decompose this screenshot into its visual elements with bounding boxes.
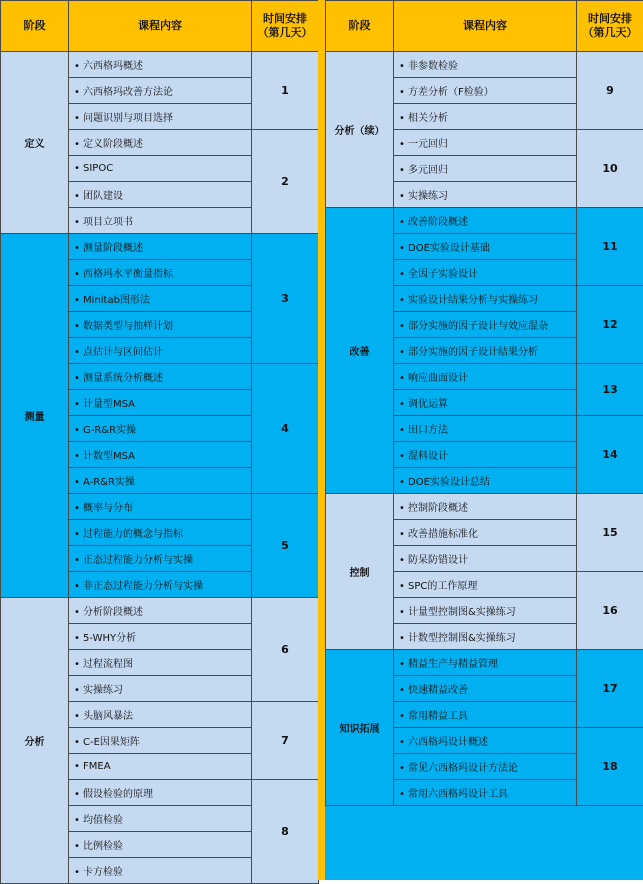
blank-filler [325, 806, 643, 880]
day-number: 7 [252, 702, 319, 780]
course-item [69, 754, 252, 780]
header-schedule-line2: （第几天） [577, 26, 643, 40]
course-item-text: 部分实施的因子设计与效应混杂 [408, 321, 548, 332]
course-item-text: SIPOC [83, 163, 113, 174]
stage-cell: 控制 [326, 494, 394, 650]
bullet-icon: • [396, 607, 408, 618]
course-item-text: DOE实验设计基础 [408, 243, 490, 254]
bullet-icon: • [396, 555, 408, 566]
course-item [394, 156, 577, 182]
course-item [394, 728, 577, 754]
course-item [69, 728, 252, 754]
course-item [394, 598, 577, 624]
table-row [1, 598, 319, 624]
right-schedule-table [325, 0, 643, 806]
bullet-icon: • [396, 425, 408, 436]
day-number: 18 [577, 728, 643, 806]
bullet-icon: • [71, 217, 83, 228]
course-item-text: 数据类型与抽样计划 [83, 321, 173, 332]
bullet-icon: • [71, 451, 83, 462]
bullet-icon: • [396, 61, 408, 72]
course-item [394, 546, 577, 572]
day-number: 11 [577, 208, 643, 286]
bullet-icon: • [396, 295, 408, 306]
course-item [394, 390, 577, 416]
course-item-text: 六西格玛设计概述 [408, 737, 488, 748]
bullet-icon: • [396, 87, 408, 98]
header-schedule-line1: 时间安排 [252, 12, 318, 26]
header-stage: 阶段 [1, 1, 69, 52]
day-number: 13 [577, 364, 643, 416]
bullet-icon: • [396, 217, 408, 228]
bullet-icon: • [71, 399, 83, 410]
course-item [394, 260, 577, 286]
bullet-icon: • [71, 529, 83, 540]
header-row [1, 1, 319, 52]
bullet-icon: • [71, 139, 83, 150]
bullet-icon: • [71, 659, 83, 670]
day-number: 16 [577, 572, 643, 650]
table-row [326, 52, 643, 78]
column-divider [318, 0, 325, 880]
bullet-icon: • [71, 347, 83, 358]
course-item [69, 390, 252, 416]
course-item [69, 702, 252, 728]
course-item-text: 多元回归 [408, 165, 448, 176]
bullet-icon: • [71, 503, 83, 514]
header-content: 课程内容 [69, 1, 252, 52]
header-row [326, 1, 643, 52]
bullet-icon: • [71, 581, 83, 592]
day-number: 1 [252, 52, 319, 130]
left-schedule-table [0, 0, 319, 884]
course-item-text: FMEA [83, 761, 111, 772]
course-item-text: 防呆防错设计 [408, 555, 468, 566]
course-item [69, 494, 252, 520]
course-item [69, 364, 252, 390]
day-number: 17 [577, 650, 643, 728]
course-item [69, 650, 252, 676]
course-item-text: 方差分析（F检验） [408, 87, 494, 98]
course-item [69, 338, 252, 364]
course-item [69, 624, 252, 650]
course-item [394, 364, 577, 390]
bullet-icon: • [71, 87, 83, 98]
course-item [394, 780, 577, 806]
course-item [69, 598, 252, 624]
course-item-text: 概率与分布 [83, 503, 133, 514]
bullet-icon: • [71, 789, 83, 800]
course-item-text: 非正态过程能力分析与实操 [83, 581, 203, 592]
day-number: 8 [252, 780, 319, 884]
course-item-text: 一元回归 [408, 139, 448, 150]
header-schedule-line1: 时间安排 [577, 12, 643, 26]
stage-cell: 知识拓展 [326, 650, 394, 806]
bullet-icon: • [71, 815, 83, 826]
course-item-text: 六西格玛概述 [83, 61, 143, 72]
course-item [69, 832, 252, 858]
course-item-text: 精益生产与精益管理 [408, 659, 498, 670]
bullet-icon: • [396, 763, 408, 774]
course-item [394, 182, 577, 208]
course-item-text: 计量型MSA [83, 399, 135, 410]
course-item [394, 624, 577, 650]
course-item-text: 头脑风暴法 [83, 711, 133, 722]
course-item-text: 控制阶段概述 [408, 503, 468, 514]
course-item [394, 104, 577, 130]
bullet-icon: • [71, 607, 83, 618]
course-item [69, 130, 252, 156]
course-item [69, 442, 252, 468]
course-item [69, 806, 252, 832]
course-item-text: 定义阶段概述 [83, 139, 143, 150]
course-item [69, 78, 252, 104]
course-item [69, 182, 252, 208]
bullet-icon: • [71, 477, 83, 488]
bullet-icon: • [71, 191, 83, 202]
course-item [394, 754, 577, 780]
table-row [326, 208, 643, 234]
bullet-icon: • [71, 633, 83, 644]
bullet-icon: • [396, 711, 408, 722]
course-item-text: 实验设计结果分析与实操练习 [408, 295, 538, 306]
course-item [69, 286, 252, 312]
course-item [394, 650, 577, 676]
course-item-text: A-R&R实操 [83, 477, 135, 488]
course-item-text: 测量阶段概述 [83, 243, 143, 254]
course-item-text: DOE实验设计总结 [408, 477, 490, 488]
course-item [394, 130, 577, 156]
bullet-icon: • [396, 503, 408, 514]
course-item-text: 全因子实验设计 [408, 269, 478, 280]
day-number: 5 [252, 494, 319, 598]
course-item-text: 常用六西格玛设计工具 [408, 789, 508, 800]
course-item-text: SPC的工作原理 [408, 581, 477, 592]
course-item [394, 416, 577, 442]
bullet-icon: • [71, 163, 83, 174]
header-schedule [252, 1, 319, 52]
course-item [394, 468, 577, 494]
course-item [394, 572, 577, 598]
course-item [394, 702, 577, 728]
course-item-text: 点估计与区间估计 [83, 347, 163, 358]
course-item-text: 过程能力的概念与指标 [83, 529, 183, 540]
course-item [69, 208, 252, 234]
bullet-icon: • [71, 243, 83, 254]
course-item [69, 52, 252, 78]
course-item-text: 改善阶段概述 [408, 217, 468, 228]
bullet-icon: • [396, 737, 408, 748]
course-item-text: 测量系统分析概述 [83, 373, 163, 384]
stage-cell: 测量 [1, 234, 69, 598]
course-item [69, 312, 252, 338]
bullet-icon: • [71, 867, 83, 878]
course-item [394, 676, 577, 702]
day-number: 2 [252, 130, 319, 234]
course-item [394, 338, 577, 364]
bullet-icon: • [396, 789, 408, 800]
bullet-icon: • [71, 113, 83, 124]
course-item-text: 过程流程图 [83, 659, 133, 670]
bullet-icon: • [396, 243, 408, 254]
course-item [394, 520, 577, 546]
course-item [394, 52, 577, 78]
bullet-icon: • [396, 477, 408, 488]
bullet-icon: • [396, 529, 408, 540]
bullet-icon: • [396, 373, 408, 384]
course-item-text: 5-WHY分析 [83, 633, 136, 644]
bullet-icon: • [71, 841, 83, 852]
course-item-text: G-R&R实操 [83, 425, 136, 436]
bullet-icon: • [396, 399, 408, 410]
course-item-text: 响应曲面设计 [408, 373, 468, 384]
header-content: 课程内容 [394, 1, 577, 52]
bullet-icon: • [396, 139, 408, 150]
course-item-text: 实操练习 [408, 191, 448, 202]
course-item-text: 常用精益工具 [408, 711, 468, 722]
course-item [69, 156, 252, 182]
course-item [394, 208, 577, 234]
course-item-text: 非参数检验 [408, 61, 458, 72]
course-item [69, 546, 252, 572]
course-item-text: 正态过程能力分析与实操 [83, 555, 193, 566]
course-item-text: 实操练习 [83, 685, 123, 696]
stage-cell: 定义 [1, 52, 69, 234]
course-item-text: 部分实施的因子设计结果分析 [408, 347, 538, 358]
course-item-text: Minitab图形法 [83, 295, 150, 306]
course-item-text: 混料设计 [408, 451, 448, 462]
course-item-text: 计量型控制图&实操练习 [408, 607, 516, 618]
course-item [69, 104, 252, 130]
course-item [394, 78, 577, 104]
course-item [69, 468, 252, 494]
stage-cell: 分析（续） [326, 52, 394, 208]
bullet-icon: • [71, 295, 83, 306]
bullet-icon: • [396, 581, 408, 592]
bullet-icon: • [396, 321, 408, 332]
bullet-icon: • [396, 191, 408, 202]
course-item-text: 卡方检验 [83, 867, 123, 878]
bullet-icon: • [71, 555, 83, 566]
table-row [326, 650, 643, 676]
course-item [394, 312, 577, 338]
stage-cell: 改善 [326, 208, 394, 494]
course-item-text: C-E因果矩阵 [83, 737, 140, 748]
course-item-text: 问题识别与项目选择 [83, 113, 173, 124]
bullet-icon: • [71, 269, 83, 280]
day-number: 15 [577, 494, 643, 572]
header-stage: 阶段 [326, 1, 394, 52]
bullet-icon: • [396, 633, 408, 644]
course-item [394, 234, 577, 260]
table-row [1, 52, 319, 78]
course-item-text: 均值检验 [83, 815, 123, 826]
day-number: 6 [252, 598, 319, 702]
right-table [325, 0, 643, 806]
day-number: 9 [577, 52, 643, 130]
bullet-icon: • [396, 659, 408, 670]
course-item-text: 常见六西格玛设计方法论 [408, 763, 518, 774]
course-item-text: 团队建设 [83, 191, 123, 202]
day-number: 14 [577, 416, 643, 494]
course-item-text: 假设检验的原理 [83, 789, 153, 800]
course-item [69, 234, 252, 260]
bullet-icon: • [396, 113, 408, 124]
course-item [69, 572, 252, 598]
course-item [69, 260, 252, 286]
course-item-text: 计数型MSA [83, 451, 135, 462]
table-row [1, 234, 319, 260]
course-item-text: 相关分析 [408, 113, 448, 124]
bullet-icon: • [71, 61, 83, 72]
bullet-icon: • [71, 373, 83, 384]
course-item [394, 442, 577, 468]
day-number: 10 [577, 130, 643, 208]
left-table [0, 0, 319, 884]
bullet-icon: • [71, 711, 83, 722]
course-item-text: 比例检验 [83, 841, 123, 852]
bullet-icon: • [71, 321, 83, 332]
course-item-text: 计数型控制图&实操练习 [408, 633, 516, 644]
bullet-icon: • [396, 269, 408, 280]
course-item-text: 项目立项书 [83, 217, 133, 228]
course-item-text: 快速精益改善 [408, 685, 468, 696]
header-schedule [577, 1, 643, 52]
course-item-text: 六西格玛改善方法论 [83, 87, 173, 98]
day-number: 12 [577, 286, 643, 364]
course-item-text: 西格玛水平衡量指标 [83, 269, 173, 280]
table-row [326, 494, 643, 520]
day-number: 4 [252, 364, 319, 494]
course-item [394, 494, 577, 520]
bullet-icon: • [396, 347, 408, 358]
bullet-icon: • [396, 165, 408, 176]
bullet-icon: • [71, 685, 83, 696]
stage-cell: 分析 [1, 598, 69, 884]
bullet-icon: • [71, 761, 83, 772]
course-item [69, 416, 252, 442]
day-number: 3 [252, 234, 319, 364]
course-item-text: 田口方法 [408, 425, 448, 436]
bullet-icon: • [71, 425, 83, 436]
course-item [69, 676, 252, 702]
course-item-text: 分析阶段概述 [83, 607, 143, 618]
course-item [69, 780, 252, 806]
bullet-icon: • [71, 737, 83, 748]
bullet-icon: • [396, 451, 408, 462]
course-item-text: 改善措施标准化 [408, 529, 478, 540]
course-item [394, 286, 577, 312]
course-item-text: 调优运算 [408, 399, 448, 410]
header-schedule-line2: （第几天） [252, 26, 318, 40]
course-item [69, 520, 252, 546]
bullet-icon: • [396, 685, 408, 696]
